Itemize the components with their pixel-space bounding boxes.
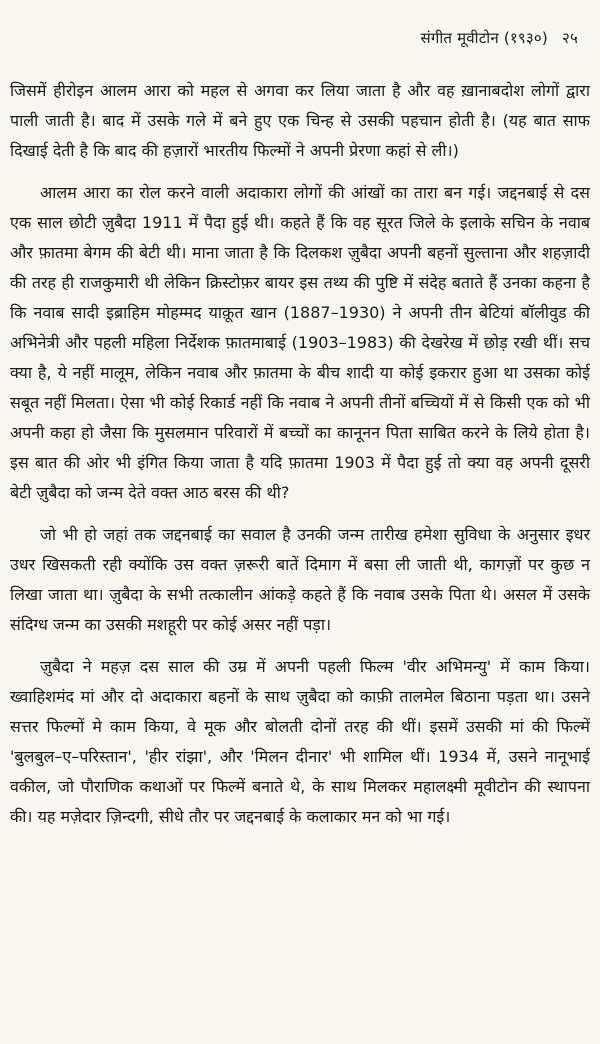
paragraph: आलम आरा का रोल करने वाली अदाकारा लोगों की आंखों का तारा बन गई। जद्दनबाई से दस एक साल छोटी ज़ुबैदा 1911 में पैदा हुई थी। कहते हैं कि वह सूरत जिले के इलाके सचिन के नवाब और फ़ातमा बेगम की बेटी थी। माना जाता है कि दिलकश ज़ुबैदा अपनी बहनों सुल्ताना और शहज़ादी की तरह ही राजकुमारी थी लेकिन क्रिस्टोफ़र बायर इस तथ्य की पुष्टि में संदेह बताते हैं उनका कहना है कि नवाब सादी इब्राहिम मोहम्मद याक़ूत खान (1887–1930) ने अपनी तीन बेटियां बॉलीवुड की अभिनेत्री और पहली महिला निर्देशक फ़ातमाबाई (1903–1983) की देखरेख में छोड़ रखी थीं। सच क्या है, ये नहीं मालूम, लेकिन नवाब और फ़ातमा के बीच शादी या कोई इकरार हुआ था उसका कोई सबूत नहीं मिलता। ऐसा भी कोई रिकार्ड नहीं कि नवाब ने अपनी तीनों बच्चियों में से किसी एक को भी अपनी कहा हो जैसा कि मुसलमान परिवारों में बच्चों का कानूनन पिता साबित करने के लिये होता है। इस बात की ओर भी इंगित किया जाता है यदि फ़ातमा 1903 में पैदा हुई तो क्या वह अपनी दूसरी बेटी ज़ुबैदा को जन्म देते वक्त आठ बरस की थी? — [10, 183, 590, 502]
chapter-title: संगीत मूवीटोन (१९३०) — [420, 29, 548, 47]
paragraph: ज़ुबैदा ने महज़ दस साल की उम्र में अपनी पहली फिल्म 'वीर अभिमन्यु' में काम किया। ख्वाहिशमंद मां और दो अदाकारा बहनों के साथ ज़ुबैदा को काफ़ी तालमेल बिठाना पड़ता था। उसने सत्तर फिल्मों मे काम किया, वे मूक और बोलती दोनों तरह की थीं। इसमें उसकी मां की फिल्में 'बुलबुल–ए–परिस्तान', 'हीर रांझा', और 'मिलन दीनार' भी शामिल थीं। 1934 में, उसने नानूभाई वकील, जो पौराणिक कथाओं पर फिल्में बनाते थे, के साथ मिलकर महालक्ष्मी मूवीटोन की स्थापना की। यह मज़ेदार ज़िन्दगी, सीधे तौर पर जद्दनबाई के कलाकार मन को भा गई। — [10, 657, 590, 826]
paragraph-continued: जिसमें हीरोइन आलम आरा को महल से अगवा कर लिया जाता है और वह ख़ानाबदोश लोगों द्वारा पाली जाती है। बाद में उसके गले में बने हुए एक चिन्ह से उसकी पहचान होती है। (यह बात साफ दिखाई देती है कि बाद की हज़ारों भारतीय फिल्मों ने अपनी प्रेरणा कहां से ली।) — [10, 81, 590, 160]
body-text — [10, 76, 590, 832]
page-number: २५ — [561, 29, 578, 47]
running-head — [421, 28, 578, 48]
paragraph: जो भी हो जहां तक जद्दनबाई का सवाल है उनकी जन्म तारीख हमेशा सुविधा के अनुसार इधर उधर खिसकती रही क्योंकि उस वक्त ज़रूरी बातें दिमाग में बसा ली जाती थी, कागज़ों पर कुछ न लिखा जाता था। ज़ुबैदा के सभी तत्कालीन आंकड़े कहते हैं कि नवाब उसके पिता थे। असल में उसके संदिग्ध जन्म का उसकी मशहूरी पर कोई असर नहीं पड़ा। — [10, 525, 590, 634]
